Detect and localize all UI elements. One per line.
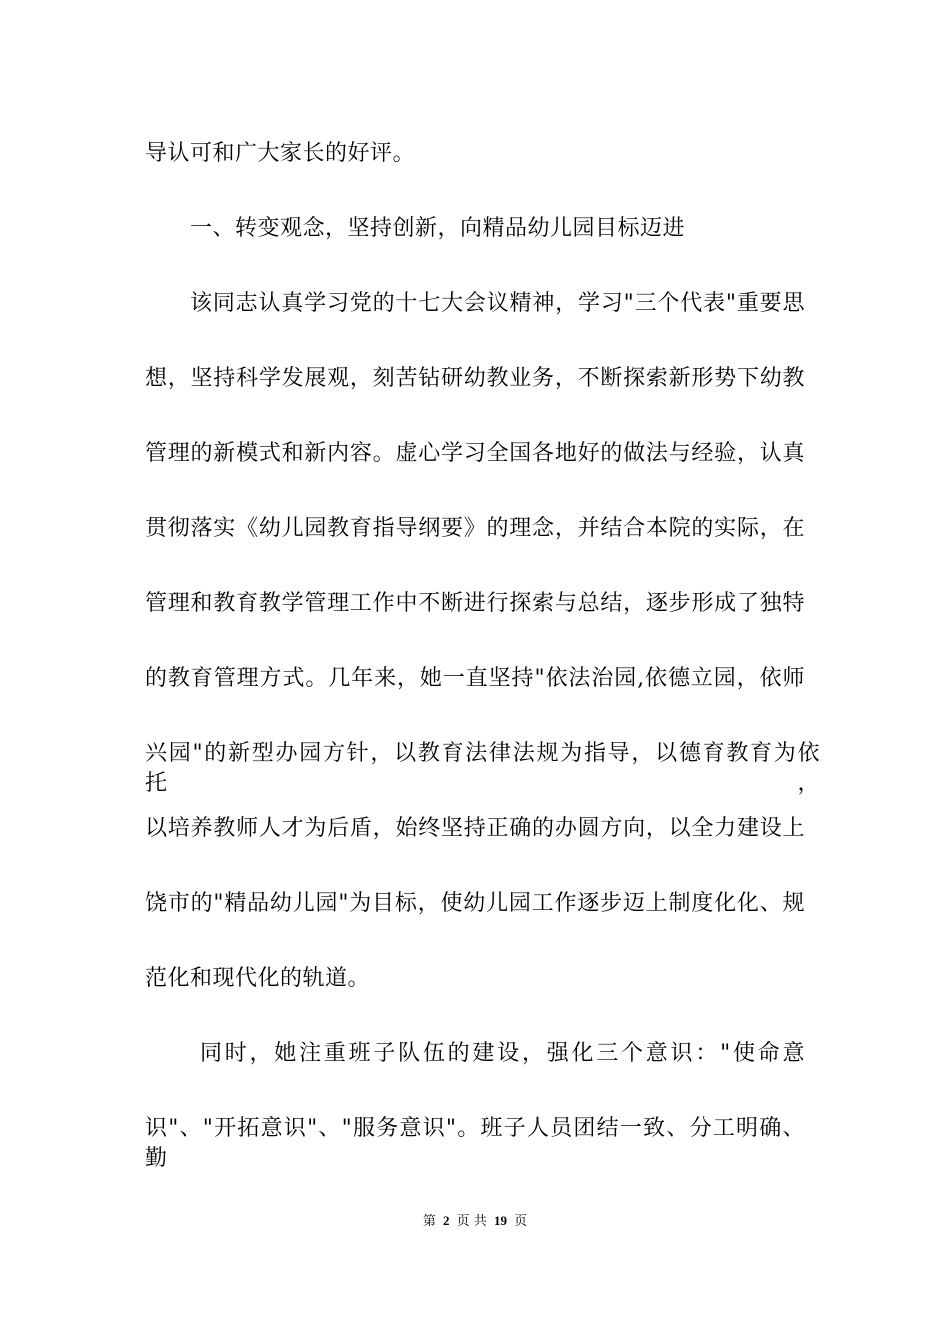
text-line: 范化和现代化的轨道。 [145,966,371,991]
page-footer [0,1213,950,1230]
text-line: 以培养教师人才为后盾，始终坚持正确的办圆方向，以全力建设上 [145,816,805,841]
text-line: 同时，她注重班子队伍的建设，强化三个意识："使命意 [200,1041,805,1066]
footer-suffix: 页 [514,1214,528,1229]
current-page-number: 2 [443,1213,450,1228]
text-line: 识"、"开拓意识"、"服务意识"。班子人员团结一致、分工明确、勤 [145,1116,805,1171]
text-line: 管理和教育教学管理工作中不断进行探索与总结，逐步形成了独特 [145,591,805,616]
text-line: 管理的新模式和新内容。虚心学习全国各地好的做法与经验，认真 [145,441,805,466]
text-line: 的教育管理方式。几年来，她一直坚持"依法治园,依德立园，依师 [145,666,805,691]
text-line: 饶市的"精品幼儿园"为目标，使幼儿园工作逐步迈上制度化化、规 [145,891,805,916]
text-line: 想，坚持科学发展观，刻苦钻研幼教业务，不断探索新形势下幼教 [145,366,805,391]
text-line: 贯彻落实《幼儿园教育指导纲要》的理念，并结合本院的实际，在 [145,516,805,541]
section-heading: 一、转变观念，坚持创新，向精品幼儿园目标迈进 [190,216,686,241]
text-line: 该同志认真学习党的十七大会议精神，学习"三个代表"重要思 [190,291,805,316]
text-line: 兴园"的新型办园方针，以教育法律法规为指导，以德育教育为依托， [145,741,820,796]
text-line: 导认可和广大家长的好评。 [145,141,416,166]
total-pages-number: 19 [493,1213,507,1228]
footer-prefix: 第 [422,1214,436,1229]
footer-middle: 页 共 [456,1214,487,1229]
